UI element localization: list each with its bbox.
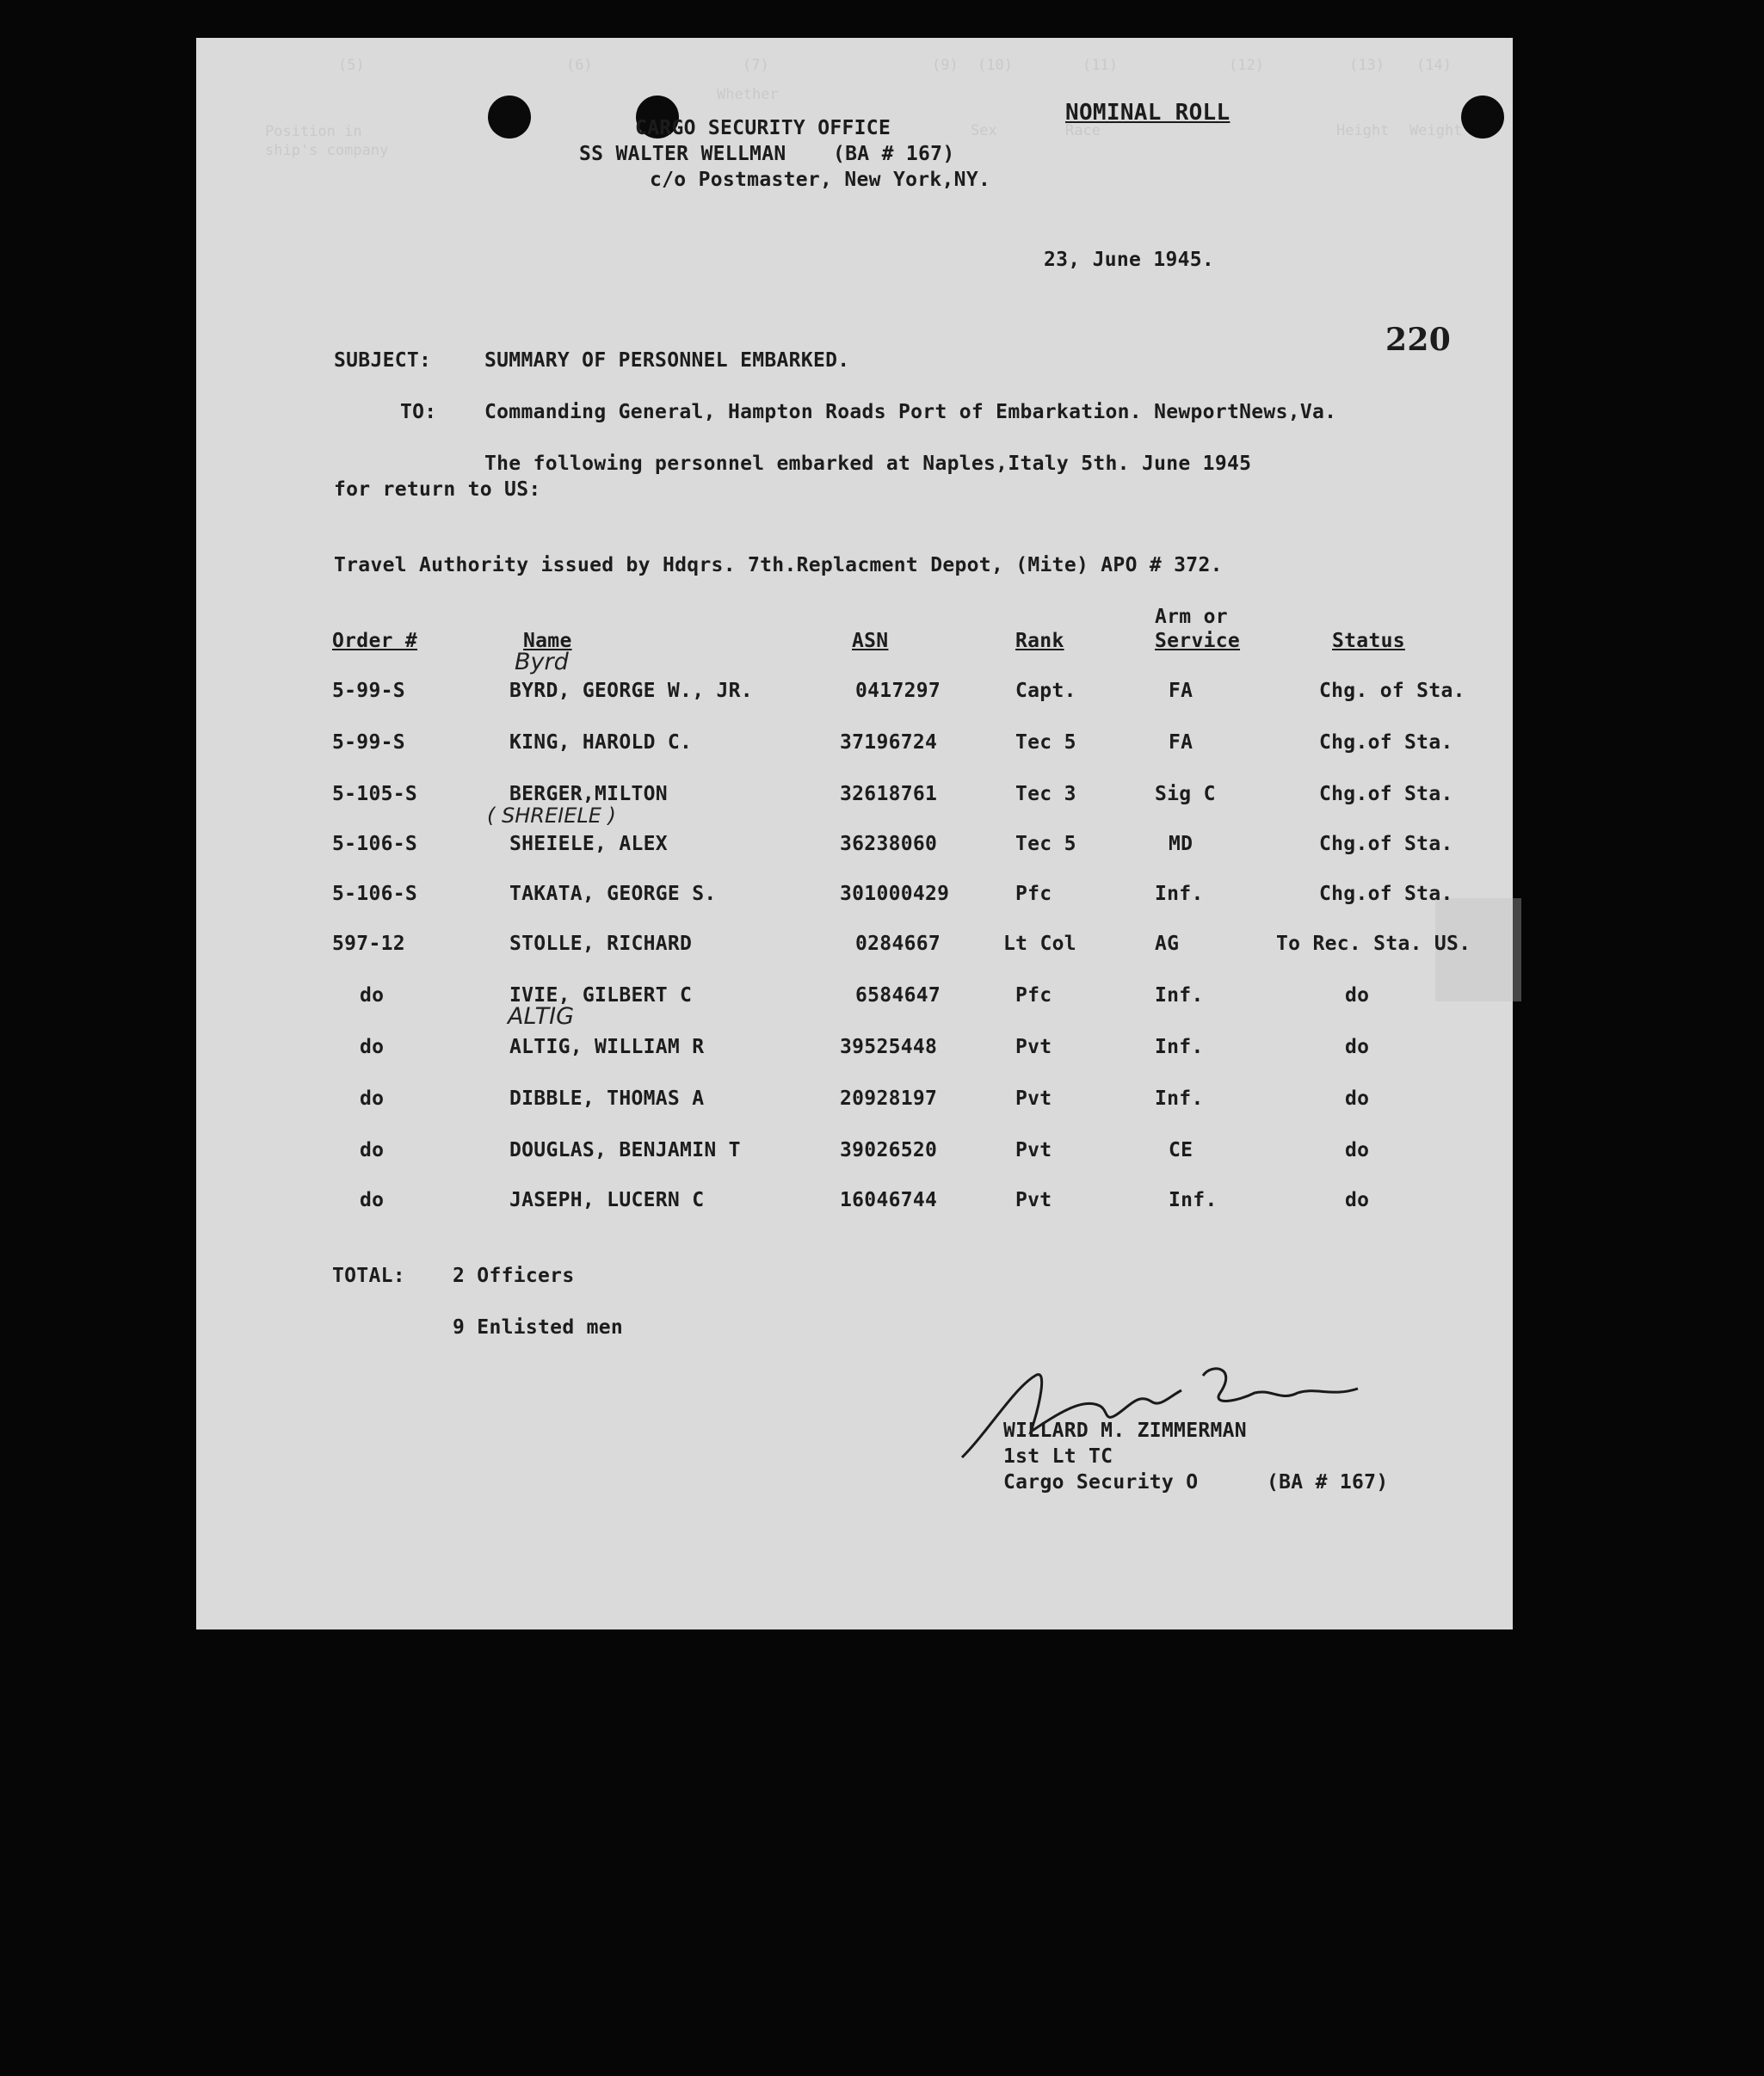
ghost-form-race: Race [1065,122,1101,139]
cell-status: Chg.of Sta. [1319,883,1453,905]
cell-order: 5-105-S [332,783,418,805]
signer-title: Cargo Security O [1003,1471,1199,1494]
ship-name: SS WALTER WELLMAN [579,143,786,165]
cell-arm: FA [1169,680,1193,702]
cell-arm: Inf. [1155,1036,1204,1058]
cell-rank: Tec 5 [1015,731,1076,754]
cell-order: do [360,1189,385,1211]
table-row [196,984,1513,1019]
header-name: Name [523,630,572,652]
cell-asn: 16046744 [840,1189,938,1211]
cell-order: 5-106-S [332,883,418,905]
cell-asn: 20928197 [840,1087,938,1110]
ghost-form-weight: Weight [1409,122,1463,139]
header-status: Status [1332,630,1405,652]
cell-rank: Capt. [1015,680,1076,702]
cell-status: do [1345,1087,1370,1110]
header-arm-line1: Arm or [1155,606,1228,628]
table-row [196,1036,1513,1070]
cell-name: KING, HAROLD C. [509,731,693,754]
cell-name: IVIE, GILBERT C [509,984,693,1007]
cell-asn: 32618761 [840,783,938,805]
cell-order: do [360,1139,385,1161]
signer-ba: (BA # 167) [1267,1471,1389,1494]
cell-asn: 6584647 [855,984,941,1007]
cell-status: Chg.of Sta. [1319,731,1453,754]
travel-authority: Travel Authority issued by Hdqrs. 7th.Replacment Depot, (Mite) APO # 372. [334,554,1223,576]
header-rank: Rank [1015,630,1064,652]
ghost-form-col-5: (5) [338,57,365,74]
handwritten-correction-byrd: Byrd [515,649,569,675]
header-asn: ASN [852,630,889,652]
cell-name: ALTIG, WILLIAM R [509,1036,705,1058]
cell-arm: Inf. [1155,883,1204,905]
punch-hole-left [488,95,531,139]
ghost-form-height: Height [1336,122,1390,139]
cell-arm: CE [1169,1139,1193,1161]
cell-asn: 39026520 [840,1139,938,1161]
total-officers: 2 Officers [453,1265,575,1287]
ghost-form-col-10: (10) [978,57,1013,74]
cell-order: 597-12 [332,933,405,955]
signer-rank: 1st Lt TC [1003,1445,1113,1468]
cell-asn: 0284667 [855,933,941,955]
cell-arm: Sig C [1155,783,1216,805]
cell-asn: 301000429 [840,883,950,905]
cell-asn: 36238060 [840,833,938,855]
cell-status: Chg.of Sta. [1319,783,1453,805]
total-label: TOTAL: [332,1265,405,1287]
table-row [196,731,1513,766]
cell-status: do [1345,1036,1370,1058]
nominal-roll-title: NOMINAL ROLL [1065,100,1230,126]
cell-order: 5-106-S [332,833,418,855]
page-number: 220 [1385,322,1452,358]
cell-name: BYRD, GEORGE W., JR. [509,680,753,702]
ghost-form-col-13: (13) [1349,57,1385,74]
cell-name: TAKATA, GEORGE S. [509,883,717,905]
ghost-form-col-7: (7) [743,57,769,74]
table-row [196,1087,1513,1122]
total-enlisted: 9 Enlisted men [453,1316,624,1339]
office-name: CARGO SECURITY OFFICE [635,117,891,139]
cell-status: To Rec. Sta. US. [1276,933,1471,955]
cell-status: do [1345,1139,1370,1161]
cell-status: do [1345,1189,1370,1211]
handwritten-correction-shreiele: ( SHREIELE ) [487,804,616,828]
ghost-form-col-9: (9) [932,57,959,74]
paragraph-line-1: The following personnel embarked at Naples,Italy 5th. June 1945 [484,453,1252,475]
cell-arm: AG [1155,933,1180,955]
ghost-form-position: Position in ship's company [265,123,389,159]
document-date: 23, June 1945. [1044,249,1215,271]
subject-text: SUMMARY OF PERSONNEL EMBARKED. [484,349,850,372]
table-row [196,680,1513,714]
cell-name: JASEPH, LUCERN C [509,1189,705,1211]
cell-name: DIBBLE, THOMAS A [509,1087,705,1110]
to-label: TO: [400,401,437,423]
ghost-form-col-6: (6) [566,57,593,74]
cell-status: do [1345,984,1370,1007]
document-page [196,38,1513,1629]
ship-ba-number: (BA # 167) [833,143,955,165]
cell-asn: 37196724 [840,731,938,754]
ghost-form-whether: Whether [717,86,779,103]
handwritten-correction-altig: ALTIG [508,1003,575,1030]
table-row [196,783,1513,817]
cell-rank: Pfc [1015,883,1052,905]
cell-rank: Lt Col [1003,933,1076,955]
cell-arm: Inf. [1155,1087,1204,1110]
cell-status: Chg. of Sta. [1319,680,1465,702]
ghost-form-sex: Sex [971,122,997,139]
cell-asn: 39525448 [840,1036,938,1058]
cell-arm: Inf. [1155,984,1204,1007]
table-row [196,933,1513,967]
to-text: Commanding General, Hampton Roads Port of Embarkation. NewportNews,Va. [484,401,1337,423]
cell-order: do [360,1087,385,1110]
cell-order: 5-99-S [332,731,405,754]
cell-status: Chg.of Sta. [1319,833,1453,855]
ghost-form-col-11: (11) [1082,57,1118,74]
table-row [196,883,1513,917]
table-row [196,1189,1513,1223]
cell-asn: 0417297 [855,680,941,702]
subject-label: SUBJECT: [334,349,432,372]
cell-name: SHEIELE, ALEX [509,833,668,855]
cell-rank: Pvt [1015,1139,1052,1161]
cell-rank: Pfc [1015,984,1052,1007]
paragraph-line-2: for return to US: [334,478,541,501]
cell-name: BERGER,MILTON [509,783,668,805]
ghost-form-col-14: (14) [1416,57,1452,74]
ghost-form-col-12: (12) [1229,57,1264,74]
cell-rank: Pvt [1015,1087,1052,1110]
table-row [196,1139,1513,1174]
cell-order: do [360,984,385,1007]
table-row [196,833,1513,867]
header-arm-line2: Service [1155,630,1241,652]
cell-arm: Inf. [1169,1189,1218,1211]
cell-rank: Tec 5 [1015,833,1076,855]
cell-order: 5-99-S [332,680,405,702]
postal-address: c/o Postmaster, New York,NY. [650,169,991,191]
header-order: Order # [332,630,418,652]
cell-arm: FA [1169,731,1193,754]
punch-hole-right [1461,95,1504,139]
cell-name: DOUGLAS, BENJAMIN T [509,1139,741,1161]
cell-rank: Pvt [1015,1189,1052,1211]
cell-order: do [360,1036,385,1058]
cell-arm: MD [1169,833,1193,855]
cell-rank: Pvt [1015,1036,1052,1058]
cell-rank: Tec 3 [1015,783,1076,805]
cell-name: STOLLE, RICHARD [509,933,693,955]
signer-name: WILLARD M. ZIMMERMAN [1003,1420,1247,1442]
